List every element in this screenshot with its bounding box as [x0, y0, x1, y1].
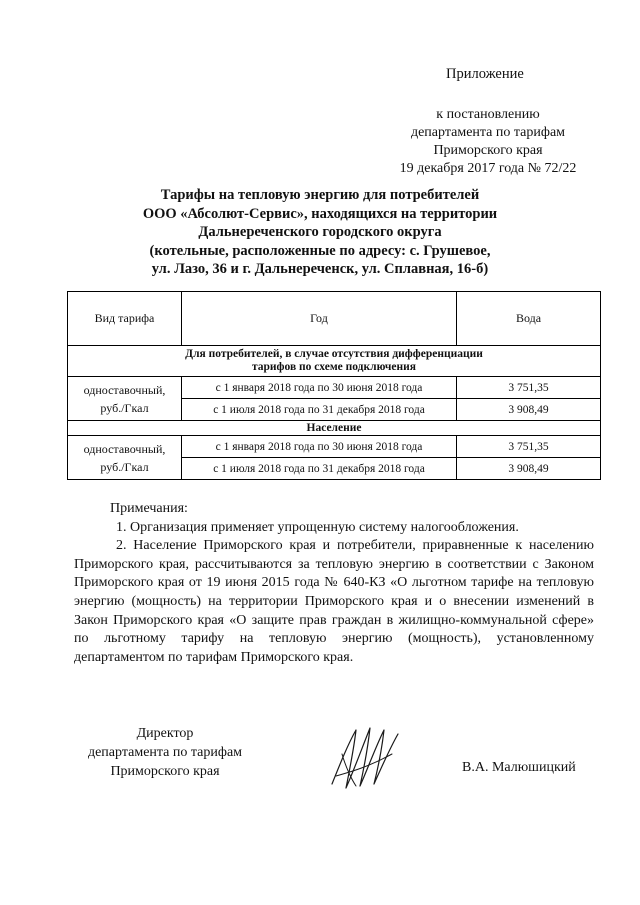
period-cell: с 1 января 2018 года по 30 июня 2018 года [182, 377, 457, 399]
tariff-type-line: руб./Гкал [100, 459, 149, 474]
position-line: Приморского края [110, 764, 220, 779]
water-tariff-cell: 3 908,49 [457, 458, 601, 480]
notes-block [74, 500, 594, 667]
resolution-line: к постановлению [436, 107, 540, 122]
column-header-year: Год [182, 292, 457, 346]
tariff-type-line: одноставочный, [83, 441, 166, 456]
period-cell: с 1 января 2018 года по 30 июня 2018 года [182, 436, 457, 458]
resolution-reference [388, 106, 588, 178]
water-tariff-cell: 3 908,49 [457, 399, 601, 421]
table-header-row [68, 292, 601, 346]
title-line: (котельные, расположенные по адресу: с. Грушевое, [149, 242, 491, 259]
tariff-table [67, 291, 601, 480]
note-item: 2. Население Приморского края и потребители, приравненные к населению Приморского края, рассчитываются за тепловую энергию в соответствии с Законом Приморского края от 19 июня 2015 года № 640-КЗ «О льготном тарифе на тепловую энергию (мощность) на территории Приморского края и о внесении изменений в Закон Приморского края «О защите прав граждан в жилищно-коммунальной сфере» по льготному тарифу на тепловую энергию (мощность), установленному департаментом по тарифам Приморского края. [74, 538, 594, 665]
section-title-line: тарифов по схеме подключения [251, 361, 416, 373]
title-line: ул. Лазо, 36 и г. Дальнереченск, ул. Сплавная, 16-б) [151, 261, 489, 277]
appendix-label: Приложение [446, 66, 524, 82]
table-row [68, 377, 601, 399]
resolution-line: департамента по тарифам [410, 125, 566, 140]
signatory-name: В.А. Малюшицкий [462, 760, 576, 775]
handwritten-signature-icon [326, 724, 406, 792]
section-row [68, 346, 601, 377]
title-line: Дальнереченского городского округа [198, 224, 442, 240]
position-line: Директор [136, 726, 194, 741]
period-cell: с 1 июля 2018 года по 31 декабря 2018 года [182, 399, 457, 421]
water-tariff-cell: 3 751,35 [457, 377, 601, 399]
document-title [60, 186, 580, 279]
notes-heading: Примечания: [110, 501, 188, 516]
section-title-line: Для потребителей, в случае отсутствия дифференциации [185, 348, 483, 360]
tariff-type-line: одноставочный, [83, 382, 166, 397]
section-title [68, 346, 601, 377]
resolution-date-number: 19 декабря 2017 года № 72/22 [399, 161, 577, 176]
column-header-tariff-type: Вид тарифа [68, 292, 182, 346]
water-tariff-cell: 3 751,35 [457, 436, 601, 458]
column-header-water: Вода [457, 292, 601, 346]
period-cell: с 1 июля 2018 года по 31 декабря 2018 года [182, 458, 457, 480]
note-item: 1. Организация применяет упрощенную систему налогообложения. [116, 519, 519, 535]
section-title: Население [68, 421, 601, 436]
position-line: департамента по тарифам [87, 745, 243, 760]
tariff-type-cell [68, 377, 182, 421]
table-row [68, 436, 601, 458]
title-line: Тарифы на тепловую энергию для потребителей [160, 187, 480, 203]
tariff-type-line: руб./Гкал [100, 400, 149, 415]
section-row [68, 421, 601, 436]
tariff-type-cell [68, 436, 182, 480]
title-line: ООО «Абсолют-Сервис», находящихся на территории [142, 205, 498, 222]
resolution-line: Приморского края [433, 143, 543, 158]
signatory-position [70, 724, 260, 781]
